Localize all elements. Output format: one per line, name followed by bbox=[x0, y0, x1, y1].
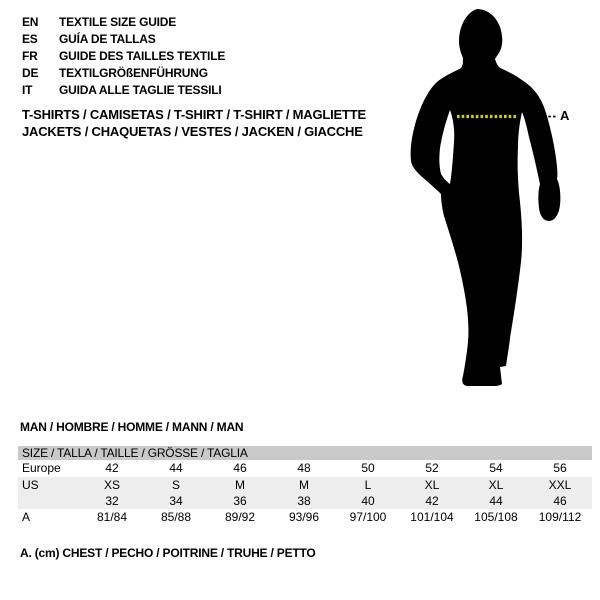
size-table-header: SIZE / TALLA / TAILLE / GRÖSSE / TAGLIA bbox=[18, 446, 592, 460]
table-cell: 89/92 bbox=[224, 510, 256, 524]
language-list bbox=[22, 14, 225, 99]
language-text: TEXTILGRÖßENFÜHRUNG bbox=[59, 66, 208, 80]
footnote-chest-legend: A. (cm) CHEST / PECHO / POITRINE / TRUHE / PETTO bbox=[20, 546, 316, 560]
table-cell: 48 bbox=[297, 461, 311, 475]
table-cell: 44 bbox=[489, 494, 503, 508]
language-code: FR bbox=[22, 49, 38, 63]
table-cell: 40 bbox=[361, 494, 375, 508]
table-cell: L bbox=[364, 478, 372, 492]
language-row-es bbox=[22, 31, 225, 48]
table-cell: 101/104 bbox=[410, 510, 454, 524]
section-title-man: MAN / HOMBRE / HOMME / MANN / MAN bbox=[20, 420, 244, 434]
man-silhouette-svg bbox=[400, 0, 600, 400]
language-row-it bbox=[22, 82, 225, 99]
row-label: US bbox=[22, 478, 39, 492]
category-line-jackets: JACKETS / CHAQUETAS / VESTES / JACKEN / GIACCHE bbox=[22, 124, 363, 139]
table-cell: XL bbox=[488, 478, 504, 492]
table-cell: 85/88 bbox=[160, 510, 192, 524]
row-label: Europe bbox=[22, 461, 61, 475]
table-cell: 42 bbox=[105, 461, 119, 475]
table-row-us-numeric bbox=[18, 493, 592, 509]
table-cell: XS bbox=[103, 478, 120, 492]
language-code: EN bbox=[22, 15, 39, 29]
size-table bbox=[18, 446, 592, 526]
table-row-europe bbox=[18, 460, 592, 477]
table-cell: 54 bbox=[489, 461, 503, 475]
language-text: GUIDA ALLE TAGLIE TESSILI bbox=[59, 83, 222, 97]
silhouette-path bbox=[411, 9, 561, 386]
category-heading bbox=[22, 106, 366, 140]
table-cell: 97/100 bbox=[349, 510, 387, 524]
table-row-us-letters bbox=[18, 477, 592, 493]
language-row-en bbox=[22, 14, 225, 31]
table-cell: 36 bbox=[233, 494, 247, 508]
table-cell: 44 bbox=[169, 461, 183, 475]
table-cell: 52 bbox=[425, 461, 439, 475]
row-label bbox=[18, 493, 80, 509]
language-row-fr bbox=[22, 48, 225, 65]
table-cell: XL bbox=[424, 478, 440, 492]
table-cell: 93/96 bbox=[288, 510, 320, 524]
table-cell: 42 bbox=[425, 494, 439, 508]
language-text: GUÍA DE TALLAS bbox=[59, 32, 156, 46]
table-cell: S bbox=[171, 478, 180, 492]
language-code: IT bbox=[22, 83, 33, 97]
row-label: A bbox=[22, 510, 31, 524]
table-cell: M bbox=[299, 478, 309, 492]
table-cell: 46 bbox=[233, 461, 247, 475]
table-cell: 32 bbox=[105, 494, 119, 508]
category-line-tshirts: T-SHIRTS / CAMISETAS / T-SHIRT / T-SHIRT / MAGLIETTE bbox=[22, 107, 366, 122]
measure-label-a: A bbox=[560, 108, 570, 123]
man-silhouette-figure bbox=[400, 0, 600, 400]
table-cell: XXL bbox=[548, 478, 572, 492]
table-cell: 46 bbox=[553, 494, 567, 508]
table-cell: M bbox=[235, 478, 245, 492]
language-code: ES bbox=[22, 32, 38, 46]
language-text: GUIDE DES TAILLES TEXTILE bbox=[59, 49, 226, 63]
table-cell: 50 bbox=[361, 461, 375, 475]
language-code: DE bbox=[22, 66, 39, 80]
table-cell: 105/108 bbox=[474, 510, 518, 524]
table-cell: 38 bbox=[297, 494, 311, 508]
table-cell: 109/112 bbox=[538, 510, 582, 524]
language-row-de bbox=[22, 65, 225, 82]
language-text: TEXTILE SIZE GUIDE bbox=[59, 15, 177, 29]
table-cell: 81/84 bbox=[96, 510, 128, 524]
table-cell: 34 bbox=[169, 494, 183, 508]
table-cell: 56 bbox=[553, 461, 567, 475]
table-row-chest-a bbox=[18, 509, 592, 526]
